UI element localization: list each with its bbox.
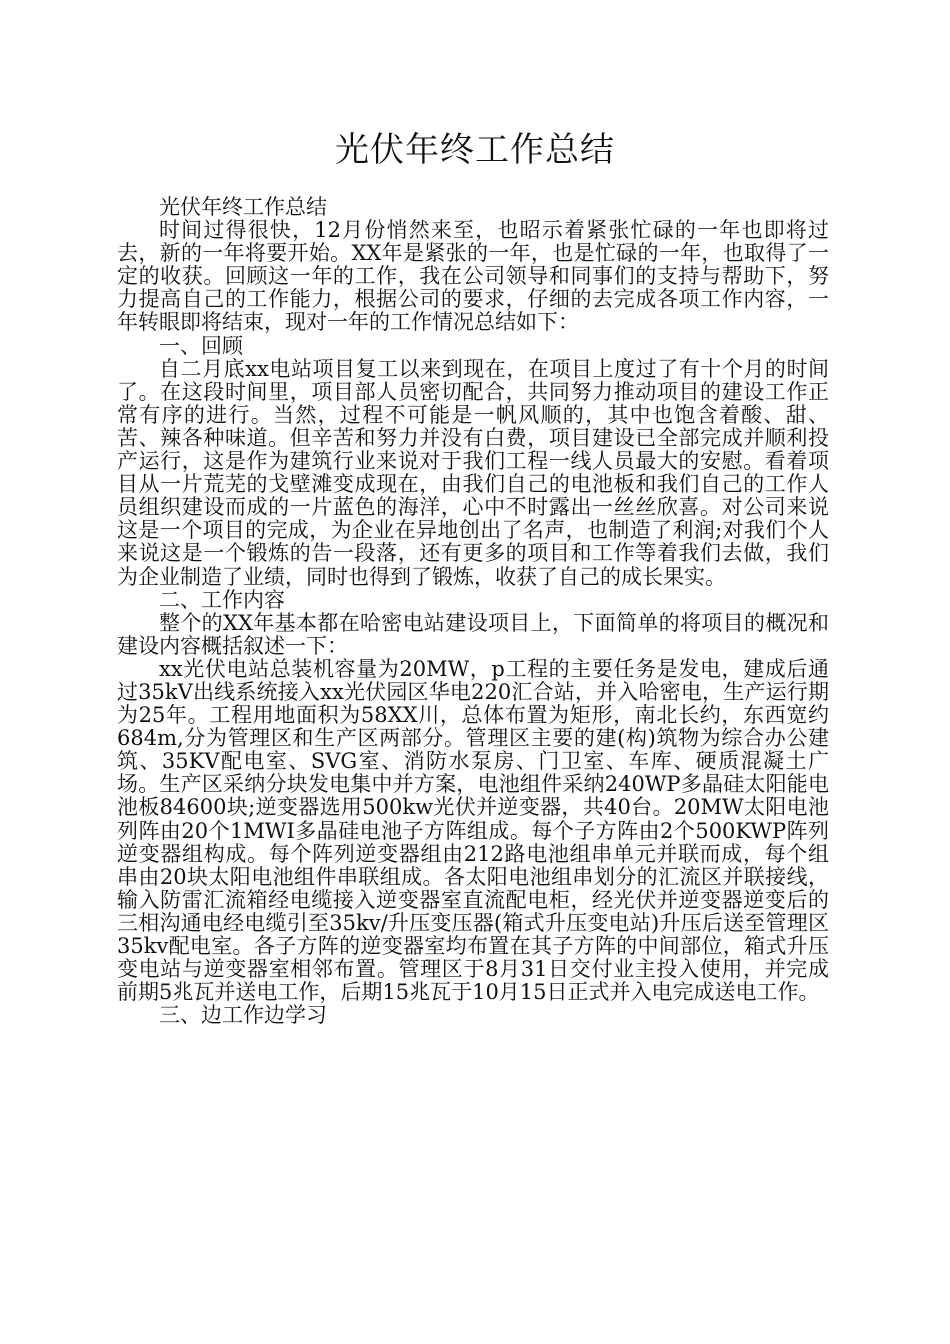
section-heading-work-content: 二、工作内容 bbox=[159, 587, 285, 612]
review-paragraph: 自二月底xx电站项目复工以来到现在，在项目上度过了有十个月的时间了。在这段时间里，项目部人员密切配合，共同努力推动项目的建设工作正常有序的进行。当然，过程不可能是一帆风顺的，其中也饱含着酸、甜、苦、辣各种味道。但辛苦和努力并没有白费，项目建设已全部完成并顺利投产运行，这是作为建筑行业来说对于我们工程一线人员最大的安慰。看着项目从一片荒芜的戈壁滩变成现在，由我们自己的电池板和我们自己的工作人员组织建设而成的一片蓝色的海洋，心中不时露出一丝丝欣喜。对公司来说这是一个项目的完成，为企业在异地创出了名声，也制造了利润;对我们个人来说这是一个锻炼的告一段落，还有更多的项目和工作等着我们去做，我们为企业制造了业绩，同时也得到了锻炼，收获了自己的成长果实。 bbox=[117, 356, 829, 589]
work-content-intro-paragraph: 整个的XX年基本都在哈密电站建设项目上，下面简单的将项目的概况和建设内容概括叙述一下： bbox=[117, 610, 829, 658]
document-body bbox=[117, 196, 829, 1027]
intro-paragraph: 时间过得很快，12月份悄然来至，也昭示着紧张忙碌的一年也即将过去，新的一年将要开始。XX年是紧张的一年，也是忙碌的一年，也取得了一定的收获。回顾这一年的工作，我在公司领导和同事们的支持与帮助下，努力提高自己的工作能力，根据公司的要求，仔细的去完成各项工作内容，一年转眼即将结束，现对一年的工作情况总结如下： bbox=[117, 218, 829, 335]
project-overview-paragraph: xx光伏电站总装机容量为20MW，p工程的主要任务是发电，建成后通过35kV出线系统接入xx光伏园区华电220汇合站，并入哈密电，生产运行期为25年。工程用地面积为58XX川，总体布置为矩形，南北长约，东西宽约684m,分为管理区和生产区两部分。管理区主要的建(构)筑物为综合办公建筑、35KV配电室、SVG室、消防水泵房、门卫室、车库、硬质混凝土广场。生产区采纳分块发电集中并方案，电池组件采纳240WP多晶硅太阳能电池板84600块;逆变器选用500kw光伏并逆变器，共40台。20MW太阳电池列阵由20个1MWI多晶硅电池子方阵组成。每个子方阵由2个500KWP阵列逆变器组构成。每个阵列逆变器组由212路电池组串单元并联而成，每个组串由20块太阳电池组件串联组成。各太阳电池组串划分的汇流区并联接线，输入防雷汇流箱经电缆接入逆变器室直流配电柜，经光伏并逆变器逆变后的三相沟通电经电缆引至35kv/升压变压器(箱式升压变电站)升压后送至管理区35kv配电室。各子方阵的逆变器室均布置在其子方阵的中间部位，箱式升压变电站与逆变器室相邻布置。管理区于8月31日交付业主投入使用，并完成前期5兆瓦并送电工作，后期15兆瓦于10月15日正式并入电完成送电工作。 bbox=[117, 656, 829, 1005]
section-heading-learning: 三、边工作边学习 bbox=[159, 1003, 327, 1028]
document-title: 光伏年终工作总结 bbox=[335, 130, 615, 170]
doc-subtitle: 光伏年终工作总结 bbox=[159, 195, 327, 219]
section-heading-review: 一、回顾 bbox=[159, 333, 243, 358]
